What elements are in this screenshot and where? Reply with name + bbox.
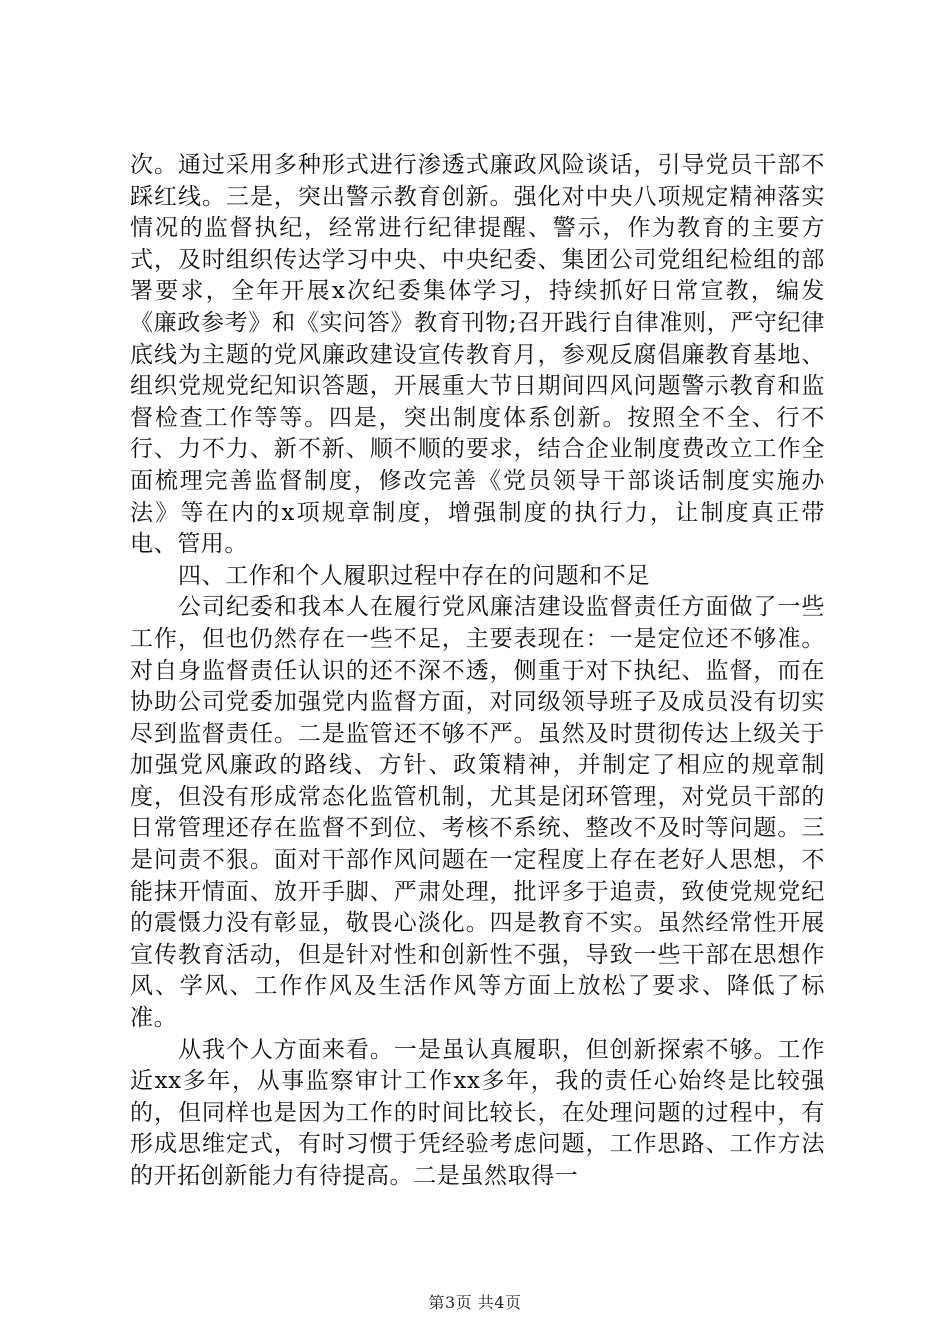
paragraph-problems: 公司纪委和我本人在履行党风廉洁建设监督责任方面做了一些工作，但也仍然存在一些不足，主要表现在：一是定位还不够准。对自身监督责任认识的还不深不透，侧重于对下执纪、监督，而在协助公司党委加强党内监督方面，对同级领导班子及成员没有切实尽到监督责任。二是监管还不够不严。虽然及时贯彻传达上级关于加强党风廉政的路线、方针、政策精神，并制定了相应的规章制度，但没有形成常态化监管机制，尤其是闭环管理，对党员干部的日常管理还存在监督不到位、考核不系统、整改不及时等问题。三是问责不狠。面对干部作风问题在一定程度上存在老好人思想，不能抹开情面、放开手脚、严肃处理，批评多于追责，致使党规党纪的震慑力没有彰显，敬畏心淡化。四是教育不实。虽然经常性开展宣传教育活动，但是针对性和创新性不强，导致一些干部在思想作风、学风、工作作风及生活作风等方面上放松了要求、降低了标准。: [130, 594, 825, 1032]
page-footer: 第3页 共4页: [428, 1293, 522, 1312]
document-body: [130, 150, 825, 1193]
paragraph-continuation: 次。通过采用多种形式进行渗透式廉政风险谈话，引导党员干部不踩红线。三是，突出警示教育创新。强化对中央八项规定精神落实情况的监督执纪，经常进行纪律提醒、警示，作为教育的主要方式，及时组织传达学习中央、中央纪委、集团公司党组纪检组的部署要求，全年开展x次纪委集体学习，持续抓好日常宣教，编发《廉政参考》和《实问答》教育刊物;召开践行自律准则，严守纪律底线为主题的党风廉政建设宣传教育月，参观反腐倡廉教育基地、组织党规党纪知识答题，开展重大节日期间四风问题警示教育和监督检查工作等等。四是，突出制度体系创新。按照全不全、行不行、力不力、新不新、顺不顺的要求，结合企业制度费改立工作全面梳理完善监督制度，修改完善《党员领导干部谈话制度实施办法》等在内的x项规章制度，增强制度的执行力，让制度真正带电、管用。: [130, 152, 825, 558]
paragraph-personal: 从我个人方面来看。一是虽认真履职，但创新探索不够。工作近xx多年，从事监察审计工作xx多年，我的责任心始终是比较强的，但同样也是因为工作的时间比较长，在处理问题的过程中，有形成思维定式，有时习惯于凭经验考虑问题，工作思路、工作方法的开拓创新能力有待提高。二是虽然取得一: [130, 1036, 825, 1189]
section-heading: 四、工作和个人履职过程中存在的问题和不足: [178, 562, 650, 589]
